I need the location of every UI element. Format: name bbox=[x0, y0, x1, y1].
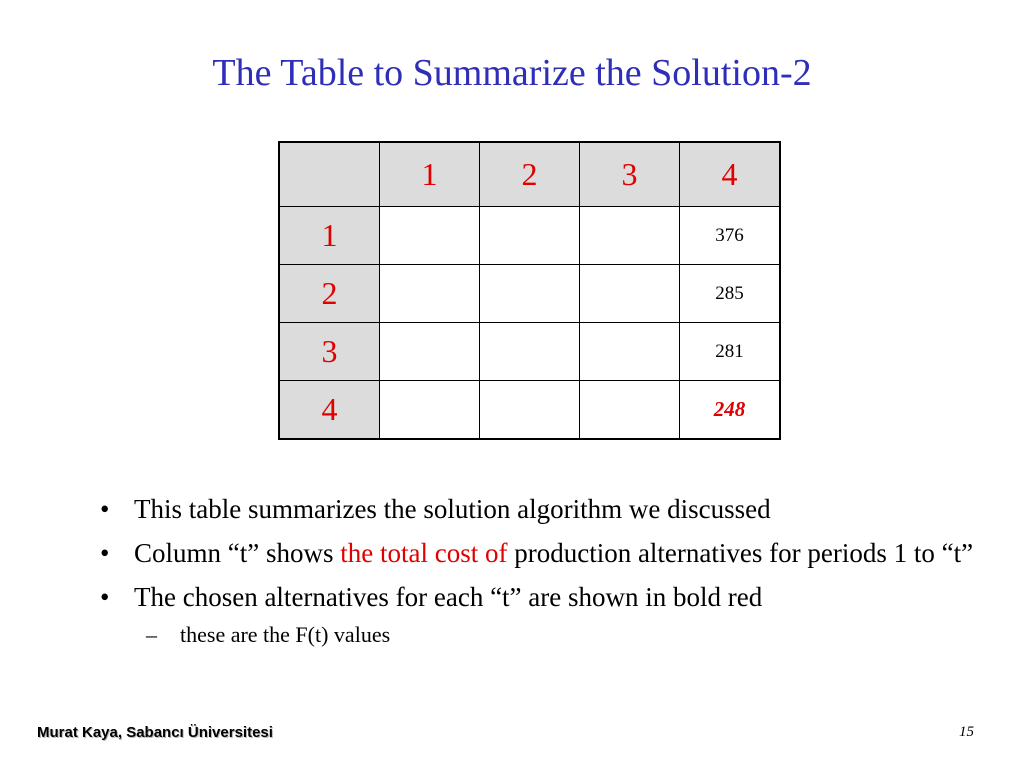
table-cell-value: 285 bbox=[680, 265, 781, 323]
table-cell-value: 376 bbox=[680, 207, 781, 265]
bullet-item bbox=[96, 581, 976, 613]
table-cell bbox=[380, 381, 480, 440]
table-cell bbox=[580, 207, 680, 265]
table-row bbox=[279, 381, 780, 440]
row-header-1: 1 bbox=[279, 207, 380, 265]
table-cell bbox=[580, 323, 680, 381]
page-number: 15 bbox=[959, 724, 974, 740]
slide-title: The Table to Summarize the Solution-2 bbox=[212, 52, 812, 94]
sub-bullet-text: these are the F(t) values bbox=[180, 622, 391, 647]
summary-table bbox=[278, 141, 781, 440]
column-header-4: 4 bbox=[680, 142, 781, 207]
bullet-icon: • bbox=[100, 494, 110, 524]
table-cell bbox=[380, 207, 480, 265]
bullet-item bbox=[96, 493, 976, 525]
dash-icon: – bbox=[146, 622, 157, 647]
column-header-3: 3 bbox=[580, 142, 680, 207]
bullet-text: The chosen alternatives for each “t” are shown in bold red bbox=[134, 582, 763, 612]
table-header-row bbox=[279, 142, 780, 207]
bullet-text: This table summarizes the solution algorithm we discussed bbox=[134, 494, 771, 524]
chosen-value-cell: 248 bbox=[680, 381, 781, 440]
table-cell bbox=[580, 381, 680, 440]
table-cell bbox=[580, 265, 680, 323]
bullet-list bbox=[96, 493, 976, 649]
table-cell bbox=[380, 323, 480, 381]
table-row bbox=[279, 207, 780, 265]
footer-author: Murat Kaya, Sabancı Üniversitesi bbox=[37, 724, 273, 741]
bullet-item bbox=[96, 537, 976, 569]
table-cell bbox=[480, 323, 580, 381]
bullet-text-pre: Column “t” shows bbox=[134, 538, 341, 568]
bullet-icon: • bbox=[100, 582, 110, 612]
bullet-icon: • bbox=[100, 538, 110, 568]
table-cell bbox=[480, 207, 580, 265]
corner-cell bbox=[279, 142, 380, 207]
table-row bbox=[279, 265, 780, 323]
column-header-1: 1 bbox=[380, 142, 480, 207]
table-row bbox=[279, 323, 780, 381]
row-header-2: 2 bbox=[279, 265, 380, 323]
bullet-text-post: production alternatives for periods 1 to “t” bbox=[507, 538, 974, 568]
bullet-highlight-text: the total cost of bbox=[340, 538, 508, 568]
table-cell-value: 281 bbox=[680, 323, 781, 381]
row-header-4: 4 bbox=[279, 381, 380, 440]
column-header-2: 2 bbox=[480, 142, 580, 207]
table-cell bbox=[380, 265, 480, 323]
row-header-3: 3 bbox=[279, 323, 380, 381]
sub-bullet-item bbox=[96, 621, 976, 649]
table-cell bbox=[480, 381, 580, 440]
table-cell bbox=[480, 265, 580, 323]
